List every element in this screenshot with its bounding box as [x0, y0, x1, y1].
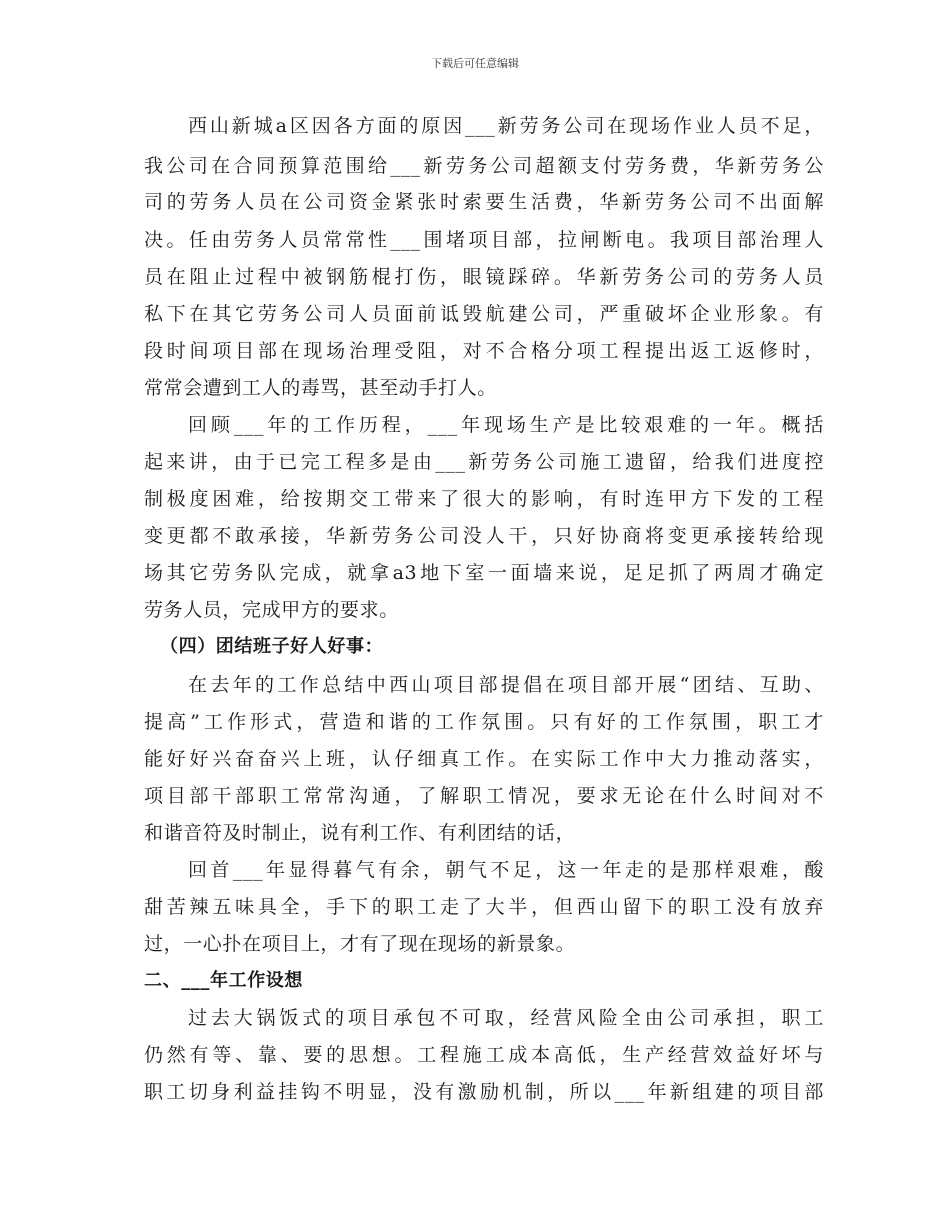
paragraph-1-line-8: 常常会遭到工人的毒骂，甚至动手打人。 — [144, 377, 497, 399]
paragraph-4-line-3: 过，一心扑在项目上，才有了现在现场的新景象。 — [144, 933, 576, 955]
paragraph-3-line-3: 能好好兴奋奋兴上班，认仔细真工作。在实际工作中大力推动落实， — [144, 748, 824, 770]
paragraph-1-line-1: 西山新城a区因各方面的原因___新劳务公司在现场作业人员不足， — [188, 115, 824, 137]
section-heading-4: （四）团结班子好人好事： — [160, 636, 384, 657]
paragraph-2-line-5: 场其它劳务队完成，就拿a3地下室一面墙来说，足足抓了两周才确定 — [144, 562, 824, 584]
paragraph-1-line-7: 段时间项目部在现场治理受阻，对不合格分项工程提出返工返修时， — [144, 340, 824, 362]
paragraph-2-line-3: 制极度困难，给按期交工带来了很大的影响，有时连甲方下发的工程 — [144, 488, 824, 510]
paragraph-3-line-4: 项目部干部职工常常沟通，了解职工情况，要求无论在什么时间对不 — [144, 785, 824, 807]
paragraph-1-line-3: 司的劳务人员在公司资金紧张时索要生活费，华新劳务公司不出面解 — [144, 191, 824, 213]
paragraph-2-line-6: 劳务人员，完成甲方的要求。 — [144, 599, 399, 621]
paragraph-5-line-3: 职工切身利益挂钩不明显，没有激励机制，所以___年新组建的项目部 — [144, 1081, 824, 1103]
paragraph-1-line-4: 决。任由劳务人员常常性___围堵项目部，拉闸断电。我项目部治理人 — [144, 229, 824, 251]
paragraph-4-line-1: 回首___年显得暮气有余，朝气不足，这一年走的是那样艰难，酸 — [188, 859, 824, 881]
paragraph-1-line-6: 私下在其它劳务公司人员面前诋毁航建公司，严重破坏企业形象。有 — [144, 303, 824, 325]
section-heading-2: 二、___年工作设想 — [144, 970, 303, 991]
paragraph-3-line-5: 和谐音符及时制止，说有利工作、有利团结的话， — [144, 822, 576, 844]
paragraph-5-line-2: 仍然有等、靠、要的思想。工程施工成本高低，生产经营效益好坏与 — [144, 1044, 824, 1066]
paragraph-2-line-1: 回顾___年的工作历程，___年现场生产是比较艰难的一年。概括 — [188, 414, 824, 436]
paragraph-3-line-1: 在去年的工作总结中西山项目部提倡在项目部开展“团结、互助、 — [188, 674, 824, 696]
page-header: 下载后可任意编辑 — [431, 57, 519, 70]
paragraph-3-line-2: 提高”工作形式，营造和谐的工作氛围。只有好的工作氛围，职工才 — [144, 711, 824, 733]
paragraph-2-line-2: 起来讲，由于已完工程多是由___新劳务公司施工遗留，给我们进度控 — [144, 451, 824, 473]
paragraph-1-line-2: 我公司在合同预算范围给___新劳务公司超额支付劳务费，华新劳务公 — [144, 155, 824, 177]
paragraph-1-line-5: 员在阻止过程中被钢筋棍打伤，眼镜踩碎。华新劳务公司的劳务人员 — [144, 266, 824, 288]
paragraph-4-line-2: 甜苦辣五味具全，手下的职工走了大半，但西山留下的职工没有放弃 — [144, 896, 824, 918]
paragraph-5-line-1: 过去大锅饭式的项目承包不可取，经营风险全由公司承担，职工 — [188, 1007, 824, 1029]
paragraph-2-line-4: 变更都不敢承接，华新劳务公司没人干，只好协商将变更承接转给现 — [144, 525, 824, 547]
